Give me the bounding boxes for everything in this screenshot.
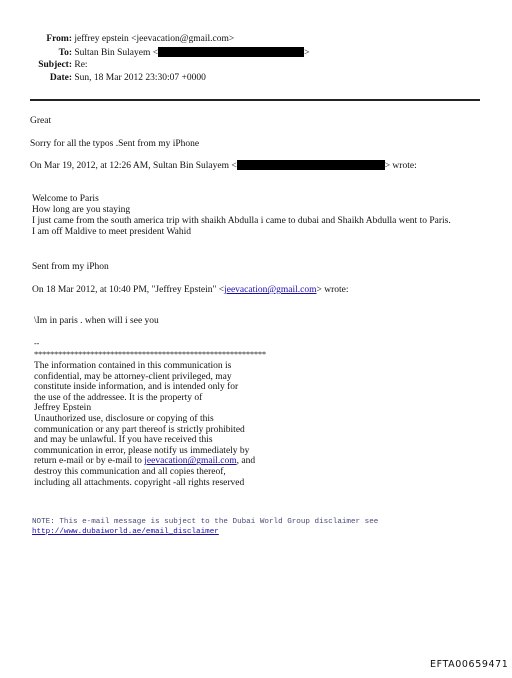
disclaimer-line: The information contained in this communication is <box>34 361 232 371</box>
disclaimer-line: and may be unlawful. If you have received this <box>34 435 213 446</box>
redaction-box <box>158 47 304 57</box>
sig-dashes: -- <box>34 339 40 348</box>
quote2-prefix: On 18 Mar 2012, at 10:40 PM, "Jeffrey Epstein" < <box>32 285 225 295</box>
disclaimer-line: the use of the addressee. It is the property of <box>34 392 203 403</box>
date-row <box>0 73 206 83</box>
disclaimer-line: communication or any part thereof is strictly prohibited <box>34 424 245 435</box>
date-value: Sun, 18 Mar 2012 23:30:07 +0000 <box>74 73 206 83</box>
quote1-header <box>30 160 417 171</box>
to-value-suffix: > <box>304 48 310 58</box>
to-row <box>0 47 309 58</box>
redaction-box <box>237 160 385 170</box>
date-label: Date: <box>49 73 72 83</box>
disclaimer-line: confidential, may be attorney-client privileged, may <box>34 371 232 382</box>
disclaimer-link[interactable]: http://www.dubaiworld.ae/email_disclaimer <box>32 528 219 536</box>
quote2-header <box>32 285 349 295</box>
q1-line: How long are you staying <box>32 205 131 215</box>
document-id: EFTA00659471 <box>430 659 509 670</box>
iphone-signoff: Sorry for all the typos .Sent from my iPhone <box>30 139 200 149</box>
disclaimer-line: Unauthorized use, disclosure or copying of this <box>34 413 214 424</box>
from-label: From: <box>46 34 72 44</box>
q1-line: I just came from the south america trip with shaikh Abdulla i came to dubai and Shaikh Abdulla went to Paris. <box>32 216 451 226</box>
q1-sent-from: Sent from my iPhon <box>32 262 109 272</box>
to-label: To: <box>58 48 72 58</box>
q1-line: Welcome to Paris <box>32 194 99 204</box>
disclaimer-line: including all attachments. copyright -all rights reserved <box>34 477 245 488</box>
q2-line: \Im in paris . when will i see you <box>34 316 159 326</box>
from-row <box>0 34 234 44</box>
quote2-email-link[interactable]: jeevacation@gmail.com <box>224 285 317 295</box>
disc-prefix: return e-mail or by e-mail to <box>34 456 145 467</box>
header-divider <box>30 99 480 101</box>
note-line: NOTE: This e-mail message is subject to the Dubai World Group disclaimer see <box>32 518 379 526</box>
subject-label: Subject: <box>38 60 72 70</box>
disclaimer-line <box>34 456 255 467</box>
sig-stars: ********************************************************** <box>34 349 266 359</box>
reply-text: Great <box>30 116 52 126</box>
disclaimer-line: communication in error, please notify us immediately by <box>34 445 250 456</box>
from-value: jeffrey epstein <jeevacation@gmail.com> <box>74 34 235 44</box>
quote2-suffix: > wrote: <box>316 285 349 295</box>
to-value-prefix: Sultan Bin Sulayem < <box>74 48 159 58</box>
quote1-prefix: On Mar 19, 2012, at 12:26 AM, Sultan Bin Sulayem < <box>30 161 237 171</box>
q1-line: I am off Maldive to meet president Wahid <box>32 227 192 237</box>
disclaimer-line: constitute inside information, and is intended only for <box>34 382 239 393</box>
disclaimer-line: Jeffrey Epstein <box>34 403 92 414</box>
subject-value: Re: <box>74 60 88 70</box>
note-link[interactable] <box>32 528 219 536</box>
disc-suffix: , and <box>236 456 256 467</box>
disc-email-link[interactable]: jeevacation@gmail.com <box>144 456 237 467</box>
quote1-suffix: > wrote: <box>384 161 417 171</box>
disclaimer-block <box>34 361 255 488</box>
disclaimer-line: destroy this communication and all copies thereof, <box>34 466 226 477</box>
subject-row <box>0 60 88 70</box>
